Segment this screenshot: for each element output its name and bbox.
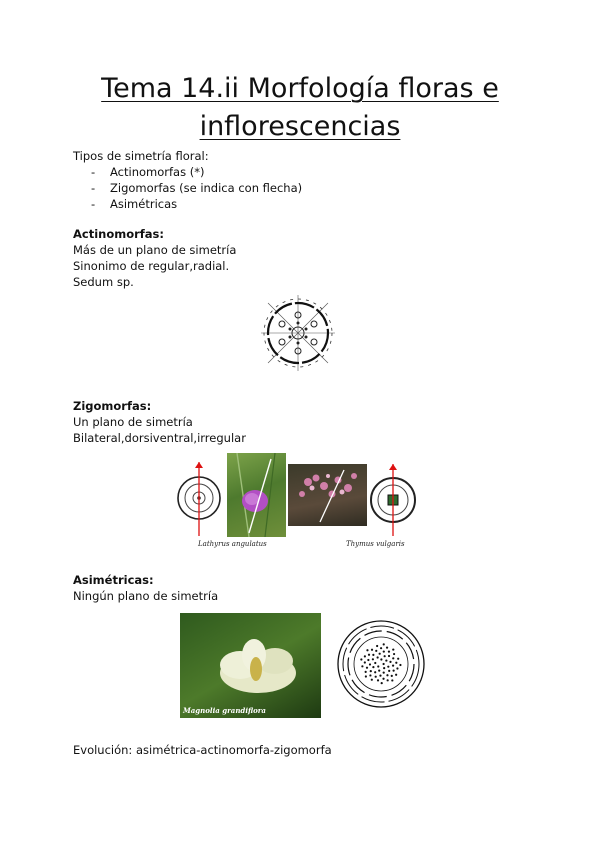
list-item: - Asimétricas [73, 196, 302, 212]
zigomorfas-section [73, 398, 246, 446]
actinomorfas-line: Más de un plano de simetría [73, 243, 237, 257]
list-item: - Actinomorfas (*) [73, 164, 302, 180]
actinomorfas-line: Sinonimo de regular,radial. [73, 259, 230, 273]
page-title [0, 70, 600, 146]
magnolia-caption: Magnolia grandiflora [183, 706, 266, 715]
asimetricas-line: Ningún plano de simetría [73, 589, 219, 603]
title-line-2: inflorescencias [199, 111, 401, 142]
asimetricas-section [73, 572, 218, 604]
intro-heading: Tipos de simetría floral: [73, 149, 209, 163]
list-item: - Zigomorfas (se indica con flecha) [73, 180, 302, 196]
evolucion-line: Evolución: asimétrica-actinomorfa-zigomorfa [73, 743, 332, 757]
title-line-1: Tema 14.ii Morfología floras e [101, 73, 499, 104]
asimetricas-heading: Asimétricas: [73, 573, 154, 587]
actinomorphic-floral-diagram [256, 293, 340, 373]
zygomorphic-floral-diagram-left [172, 460, 226, 538]
lathyrus-photo [227, 453, 286, 537]
intro-section [73, 148, 302, 212]
lathyrus-caption: Lathyrus angulatus [198, 540, 267, 548]
magnolia-photo [180, 613, 321, 718]
symmetry-type-list [73, 164, 302, 212]
zigomorfas-line: Un plano de simetría [73, 415, 193, 429]
asymmetric-floral-diagram [335, 618, 427, 710]
thymus-caption: Thymus vulgaris [346, 540, 405, 548]
thymus-photo [288, 464, 367, 526]
actinomorfas-line: Sedum sp. [73, 275, 134, 289]
zigomorfas-line: Bilateral,dorsiventral,irregular [73, 431, 246, 445]
actinomorfas-heading: Actinomorfas: [73, 227, 165, 241]
actinomorfas-section [73, 226, 236, 290]
zygomorphic-floral-diagram-right [366, 462, 420, 538]
zigomorfas-heading: Zigomorfas: [73, 399, 152, 413]
